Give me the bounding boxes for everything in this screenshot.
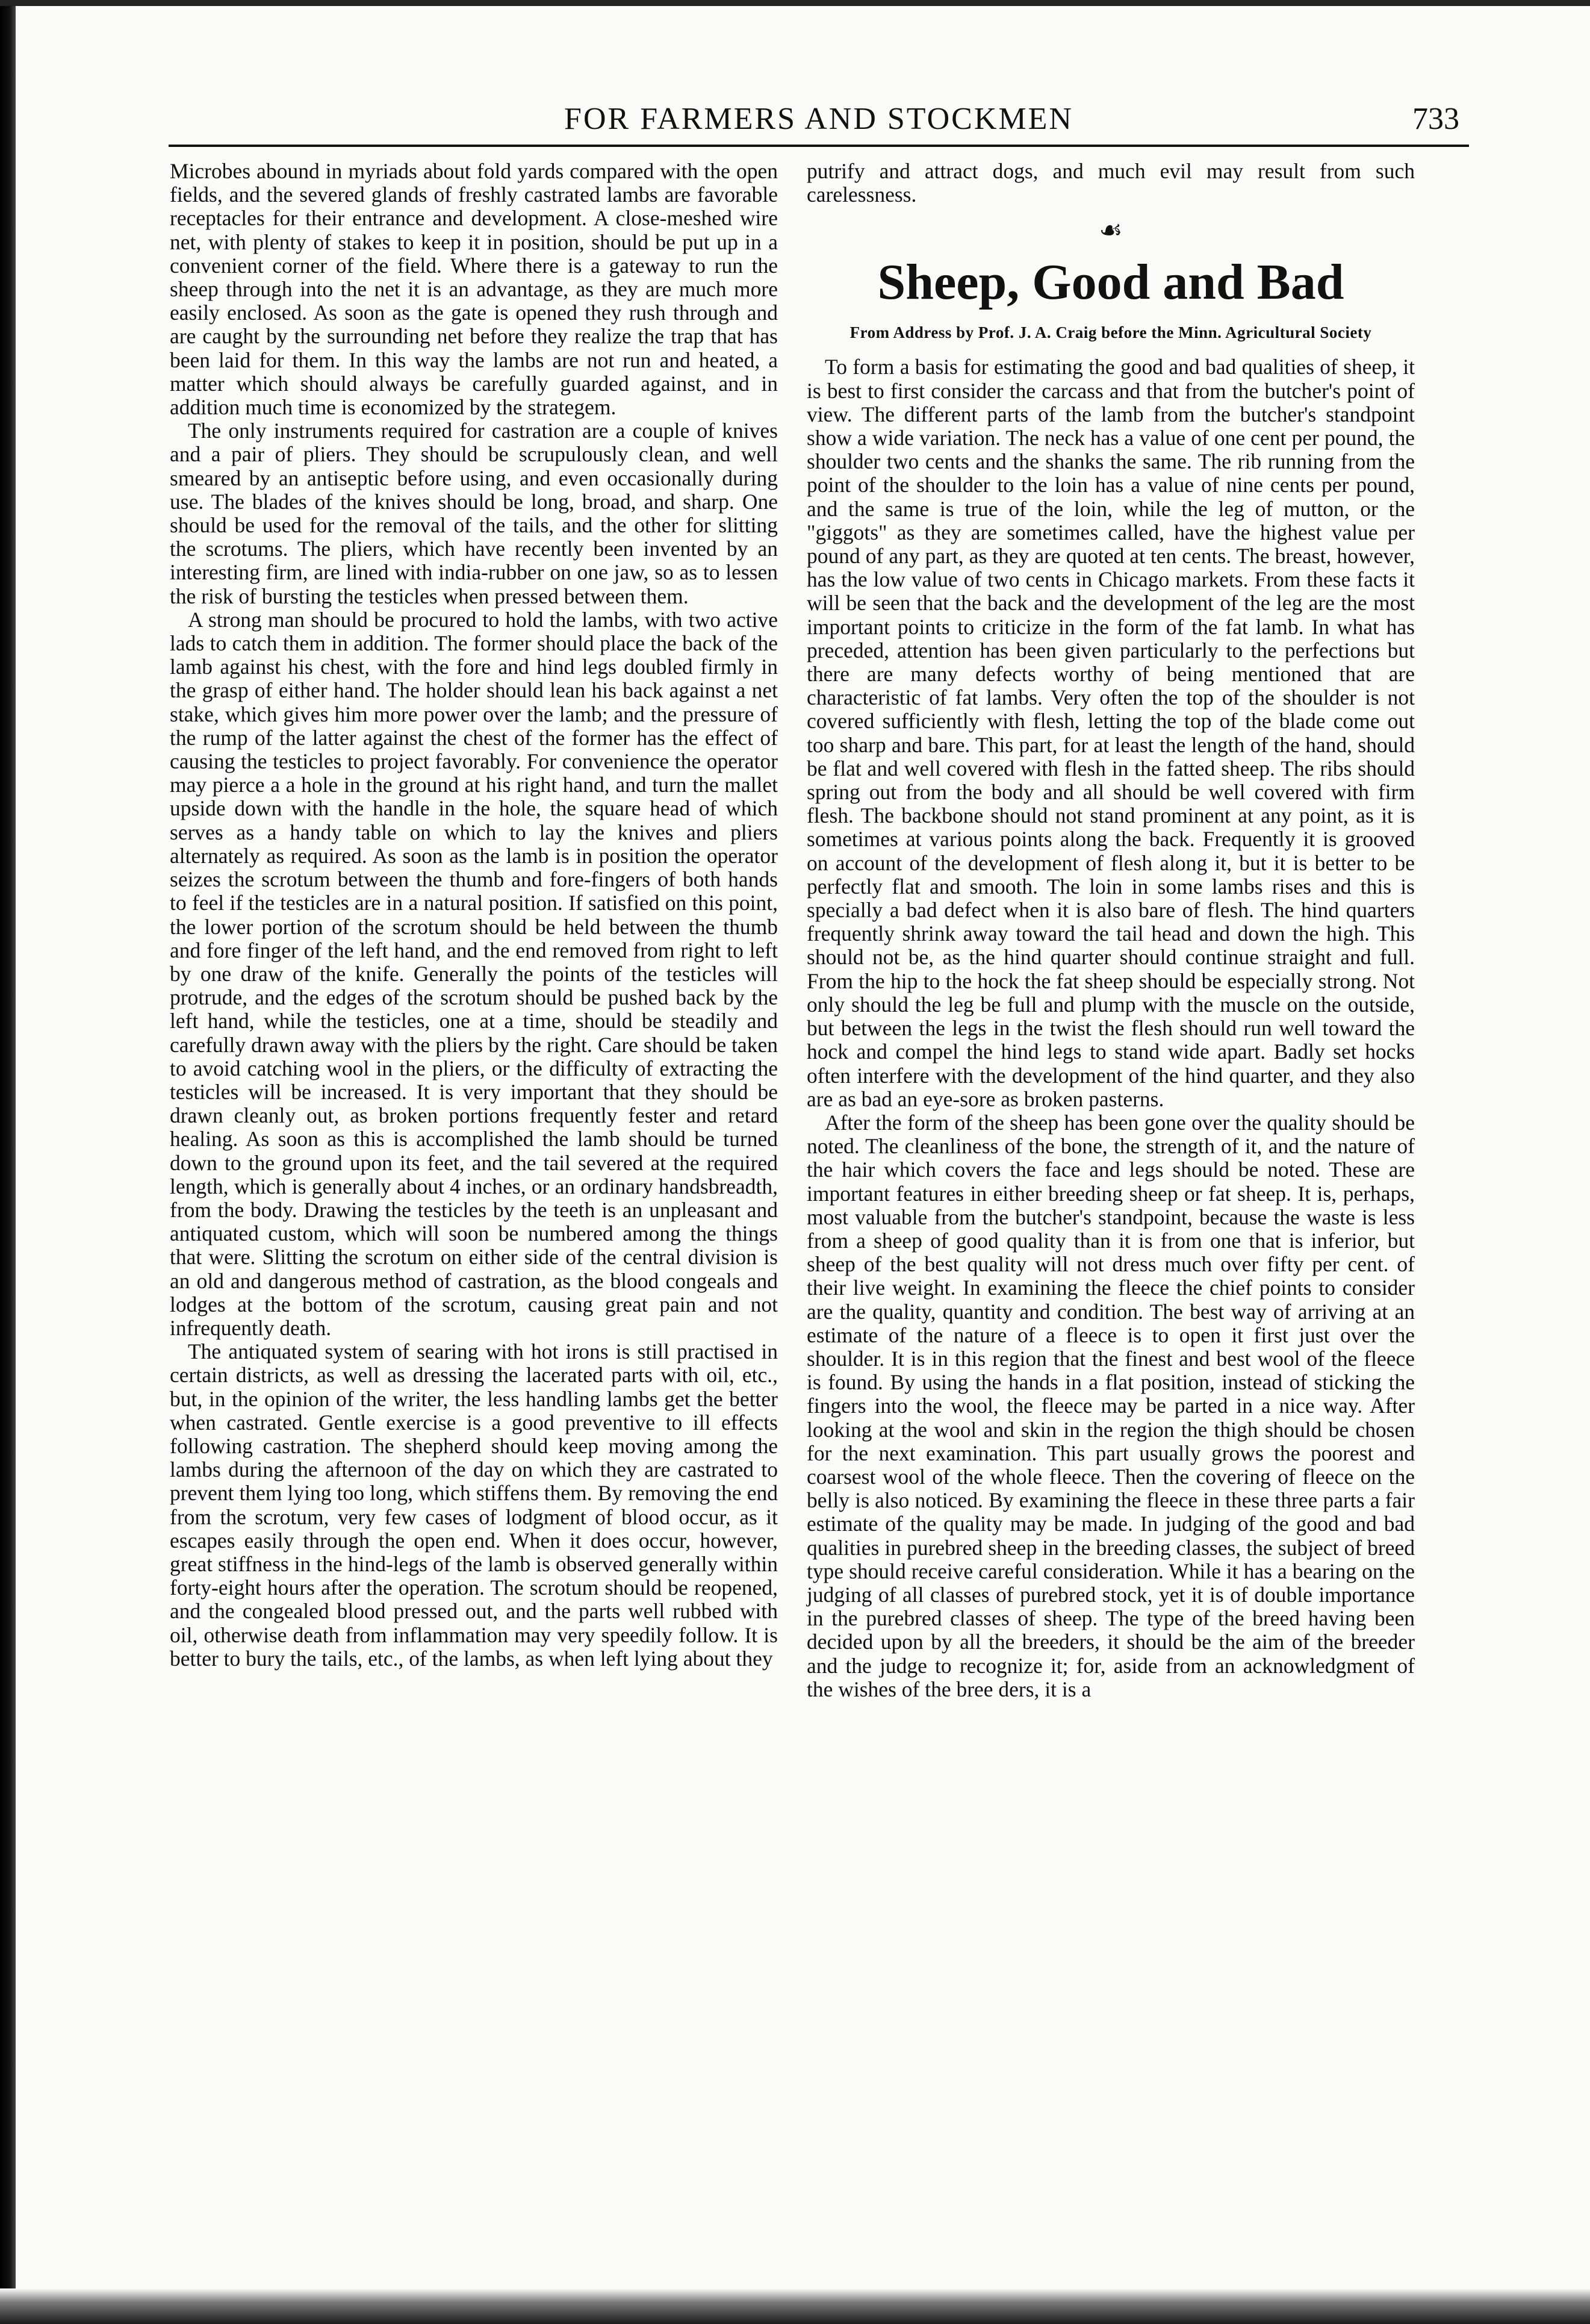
left-paragraph-1: Microbes abound in myriads about fold yards compared with the open fields, and the severed glands of freshly castrated lambs are favorable receptacles for their entrance and development. A close-meshed wire net, with plenty of stakes to keep it in position, should be put up in a convenient corner of the field. Where there is a gateway to run the sheep through into the net it is an advantage, as they are much more easily enclosed. As soon as the gate is opened they rush through and are caught by the surrounding net before they realize the trap that has been laid for them. In this way the lambs are not run and heated, a matter which should always be carefully guarded against, and in addition much time is economized by the strategem. [170,159,778,420]
page-header [169,96,1469,147]
scan-top-edge [0,0,1590,6]
left-paragraph-4: The antiquated system of searing with hot irons is still practised in certain districts, as well as dressing the lacerated parts with oil, etc., but, in the opinion of the writer, the less handling lambs get the better when castrated. Gentle exercise is a good preventive to ill effects following castration. The shepherd should keep moving among the lambs during the afternoon of the day on which they are castrated to prevent them lying too long, which stiffens them. By removing the end from the scrotum, very few cases of lodgment of blood occur, as it escapes easily through the open end. When it does occur, however, great stiffness in the hind-legs of the lamb is observed generally within forty-eight hours after the operation. The scrotum should be reopened, and the congealed blood pressed out, and the parts well rubbed with oil, otherwise death from inflammation may very speedily follow. It is better to bury the tails, etc., of the lambs, as when left lying about they [170,1339,778,1671]
scan-bottom-edge [0,2288,1590,2324]
left-paragraph-2: The only instruments required for castration are a couple of knives and a pair of pliers. They should be scrupulously clean, and well smeared by an antiseptic before using, and even occasionally during use. The blades of the knives should be long, broad, and sharp. One should be used for the removal of the tails, and the other for slitting the scrotums. The pliers, which have recently been invented by an interesting firm, are lined with india-rubber on one jaw, so as to lessen the risk of bursting the testicles when pressed between them. [170,419,778,608]
right-column [807,160,1415,1701]
article-title: Sheep, Good and Bad [877,254,1344,311]
ornament-icon: ☙ [1099,216,1123,246]
left-column [170,160,778,1671]
article-byline: From Address by Prof. J. A. Craig before the Minn. Agricultural Society [849,323,1372,342]
left-paragraph-3: A strong man should be procured to hold the lambs, with two active lads to catch them in addition. The former should place the back of the lamb against his chest, with the fore and hind legs doubled firmly in the grasp of either hand. The holder should lean his back against a net stake, which gives him more power over the lamb; and the pressure of the rump of the latter against the chest of the former has the effect of causing the testicles to project favorably. For convenience the operator may pierce a a hole in the ground at his right hand, and turn the mallet upside down with the handle in the hole, the square head of which serves as a handy table on which to lay the knives and pliers alternately as required. As soon as the lamb is in position the operator seizes the scrotum between the thumb and fore-fingers of both hands to feel if the testicles are in a natural position. If satisfied on this point, the lower portion of the scrotum should be held between the thumb and fore finger of the left hand, and the end removed from right to left by one draw of the knife. Generally the points of the testicles will protrude, and the edges of the scrotum should be pushed back by the left hand, while the testicles, one at a time, should be steadily and carefully drawn away with the pliers by the right. Care should be taken to avoid catching wool in the pliers, or the difficulty of extracting the testicles will be increased. It is very important that they should be drawn cleanly out, as broken portions frequently fester and retard healing. As soon as this is accomplished the lamb should be turned down to the ground upon its feet, and the tail severed at the required length, which is generally about 4 inches, or an ordinary handsbreadth, from the body. Drawing the testicles by the teeth is an unpleasant and antiquated custom, which will soon be numbered among the things that were. Slitting the scrotum on either side of the central division is an old and dangerous method of castration, as the blood congeals and lodges at the bottom of the scrotum, causing great pain and not infrequently death. [170,607,778,1340]
right-paragraph-2: After the form of the sheep has been gone over the quality should be noted. The cleanliness of the bone, the strength of it, and the nature of the hair which covers the face and legs should be noted. These are important features in either breeding sheep or fat sheep. It is, perhaps, most valuable from the butcher's standpoint, because the waste is less from a sheep of good quality than it is from one that is inferior, but sheep of the best quality will not dress much over fifty per cent. of their live weight. In examining the fleece the chief points to consider are the quality, quantity and condition. The best way of arriving at an estimate of the nature of a fleece is to open it first just over the shoulder. It is in this region that the finest and best wool of the fleece is found. By using the hands in a flat position, instead of sticking the fingers into the wool, the fleece may be parted in a nice way. After looking at the wool and skin in the region the thigh should be chosen for the next examination. This part usually grows the poorest and coarsest wool of the whole fleece. Then the covering of fleece on the belly is also noticed. By examining the fleece in these three parts a fair estimate of the quality may be made. In judging of the good and bad qualities in purebred sheep in the breeding classes, the subject of breed type should receive careful consideration. While it has a bearing on the judging of all classes of purebred stock, yet it is of double importance in the purebred classes of sheep. The type of the breed having been decided upon by all the breeders, it should be the aim of the breeder and the judge to recognize it; for, aside from an acknowledgment of the wishes of the bree ders, it is a [807,1110,1415,1701]
page-number: 733 [1412,102,1459,136]
continuation-paragraph: putrify and attract dogs, and much evil may result from such carelessness. [807,159,1415,207]
scan-left-edge [0,0,16,2324]
right-paragraph-1: To form a basis for estimating the good and bad qualities of sheep, it is best to first consider the carcass and that from the butcher's point of view. The different parts of the lamb from the butcher's standpoint show a wide variation. The neck has a value of one cent per pound, the shoulder two cents and the shanks the same. The rib running from the point of the shoulder to the loin has a value of nine cents per pound, and the same is true of the loin, while the leg of mutton, or the "giggots" as they are sometimes called, have the highest value per pound of any part, as they are quoted at ten cents. The breast, however, has the low value of two cents in Chicago markets. From these facts it will be seen that the back and the development of the leg are the most important points to criticize in the form of the fat lamb. In what has preceded, attention has been given particularly to the perfections but there are many defects worthy of being mentioned that are characteristic of fat lambs. Very often the top of the shoulder is not covered sufficiently with flesh, letting the top of the blade come out too sharp and bare. This part, for at least the length of the hand, should be flat and well covered with flesh in the fatted sheep. The ribs should spring out from the body and all should be well covered with firm flesh. The backbone should not stand prominent at any point, as it is sometimes at various points along the back. Frequently it is grooved on account of the development of flesh along it, but it is better to be perfectly flat and smooth. The loin in some lambs rises and this is specially a bad defect when it is also bare of flesh. The hind quarters frequently shrink away toward the tail head and down the high. This should not be, as the hind quarter should continue straight and full. From the hip to the hock the fat sheep should be especially strong. Not only should the leg be full and plump with the muscle on the outside, but between the legs in the twist the flesh should run well toward the hock and compel the hind legs to stand wide apart. Badly set hocks often interfere with the development of the hind quarter, and they also are as bad an eye-sore as broken pasterns. [807,355,1415,1111]
running-head: FOR FARMERS AND STOCKMEN [564,102,1073,136]
